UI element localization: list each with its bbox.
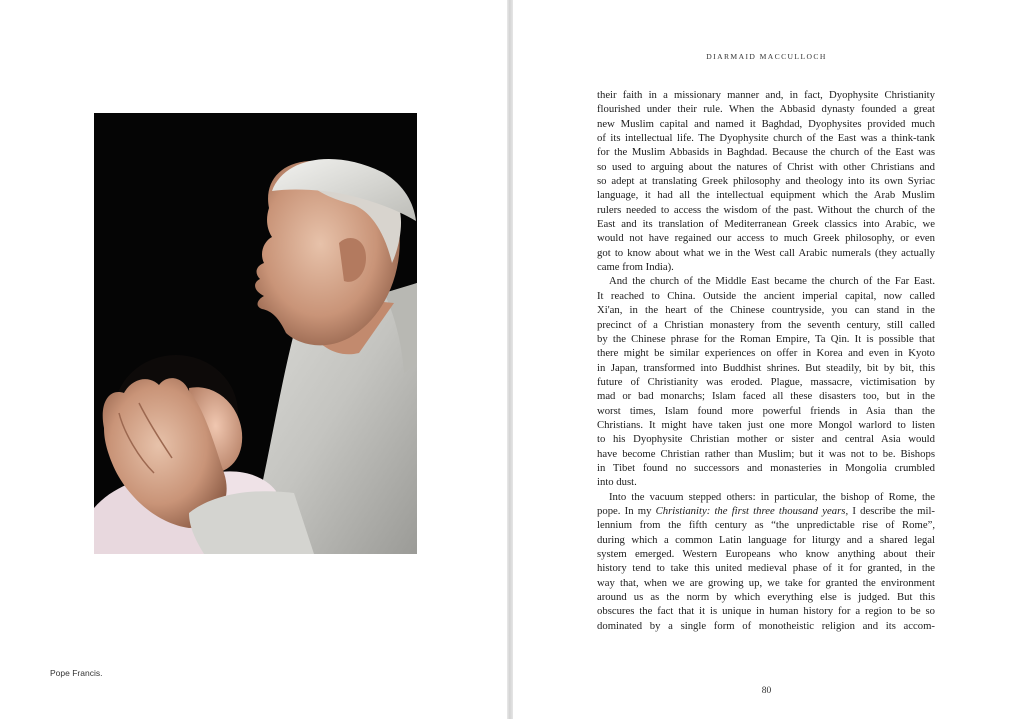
text-line: so used to arguing about the natures of Christ with other Christians and [597, 160, 935, 173]
text-line: precinct of a Christian monastery from the seventh century, still called [597, 318, 935, 331]
text-line: obscures the fact that it is unique in human history for a region to be so [597, 605, 935, 618]
text-line: language, it had all the intellectual equipment which the Arab Muslim [597, 189, 935, 202]
text-line: way that, when we are growing up, we take for granted the environment [597, 576, 935, 589]
text-line: so adept at translating Greek philosophy and theology into its own Syriac [597, 175, 935, 188]
text-line: would not have regained our access to much Greek philosophy, or even [597, 232, 935, 245]
text-line: during which a common Latin language for liturgy and a shared legal [597, 533, 935, 546]
text-line: of its intellectual life. The Dyophysite church of the East was a think-tank [597, 132, 935, 145]
book-title: Christianity: the first three thousand years, [655, 504, 849, 517]
text-line: for the Muslim Abbasids in Baghdad. Because the church of the East was [597, 146, 935, 159]
text-fragment: I describe the mil- [852, 504, 935, 517]
text-line: their faith in a missionary manner and, in fact, Dyophysite Christianity [597, 89, 935, 101]
text-line [597, 504, 935, 518]
text-line: came from India). [597, 261, 674, 274]
text-line: Xi'an, in the heart of the Chinese countryside, you can stand in the [597, 304, 935, 317]
running-head: DIARMAID MACCULLOCH [706, 52, 827, 61]
photo-illustration [94, 113, 417, 554]
text-line: future of Christianity was eroded. Plague, massacre, victimisation by [597, 375, 935, 388]
text-line: system emerged. Western Europeans who know anything about their [597, 548, 935, 560]
text-line: Christians. It might have taken just one more Mongol warlord to listen [597, 418, 935, 431]
text-line: flourished under their rule. When the Abbasid dynasty founded a great [597, 103, 935, 116]
right-page [513, 0, 1020, 719]
text-line: East and its translation of Mediterranean Greek classics into Arabic, we [597, 218, 935, 231]
text-line: Into the vacuum stepped others: in particular, the bishop of Rome, the [609, 490, 935, 503]
text-line: dominated by a single form of monotheistic religion and its accom- [597, 619, 935, 632]
text-line: got to know about what we in the West call Arabic numerals (they actually [597, 246, 935, 259]
text-line: new Muslim capital and named it Baghdad, Dyophysites provided much [597, 117, 935, 130]
text-fragment: pope. In my [597, 504, 652, 517]
photo-caption: Pope Francis. [50, 668, 103, 678]
text-line: lennium from the fifth century as “the unpredictable rise of Rome”, [597, 519, 935, 532]
text-line: It reached to China. Outside the ancient imperial capital, now called [597, 289, 935, 302]
page-number: 80 [761, 686, 772, 696]
text-line: mad or bad monarchs; Islam faced all these disasters too, but in the [597, 390, 935, 403]
text-line: rulers needed to access the wisdom of the past. Without the church of the [597, 203, 935, 216]
text-line: And the church of the Middle East became the church of the Far East. [609, 275, 935, 288]
text-line: by the Chinese phrase for the Roman Empire, Ta Qin. It is possible that [597, 332, 935, 345]
text-line: worst times, Islam found more powerful friends in Asia than the [597, 404, 935, 417]
text-line: in Japan, transformed into Buddhist shrines. But steadily, bit by bit, this [597, 361, 935, 374]
text-line: have become Christian rather than Muslim; but it was not to be. Bishops [597, 447, 935, 460]
text-line: around us as the norm by which everything else is judged. But this [597, 591, 935, 604]
text-line: in Tibet found no successors and monasteries in Mongolia crumbled [597, 461, 935, 474]
pope-francis-photo [94, 113, 417, 554]
body-text [597, 88, 935, 633]
text-line: there might be similar experiences on offer in Korea and even in Kyoto [597, 347, 935, 360]
text-line: to his Dyophysite Christian mother or sister and central Asia would [597, 433, 935, 446]
left-page [0, 0, 507, 719]
text-line: into dust. [597, 476, 637, 489]
text-line: history tend to take this united medieval phase of it for granted, in the [597, 562, 935, 575]
